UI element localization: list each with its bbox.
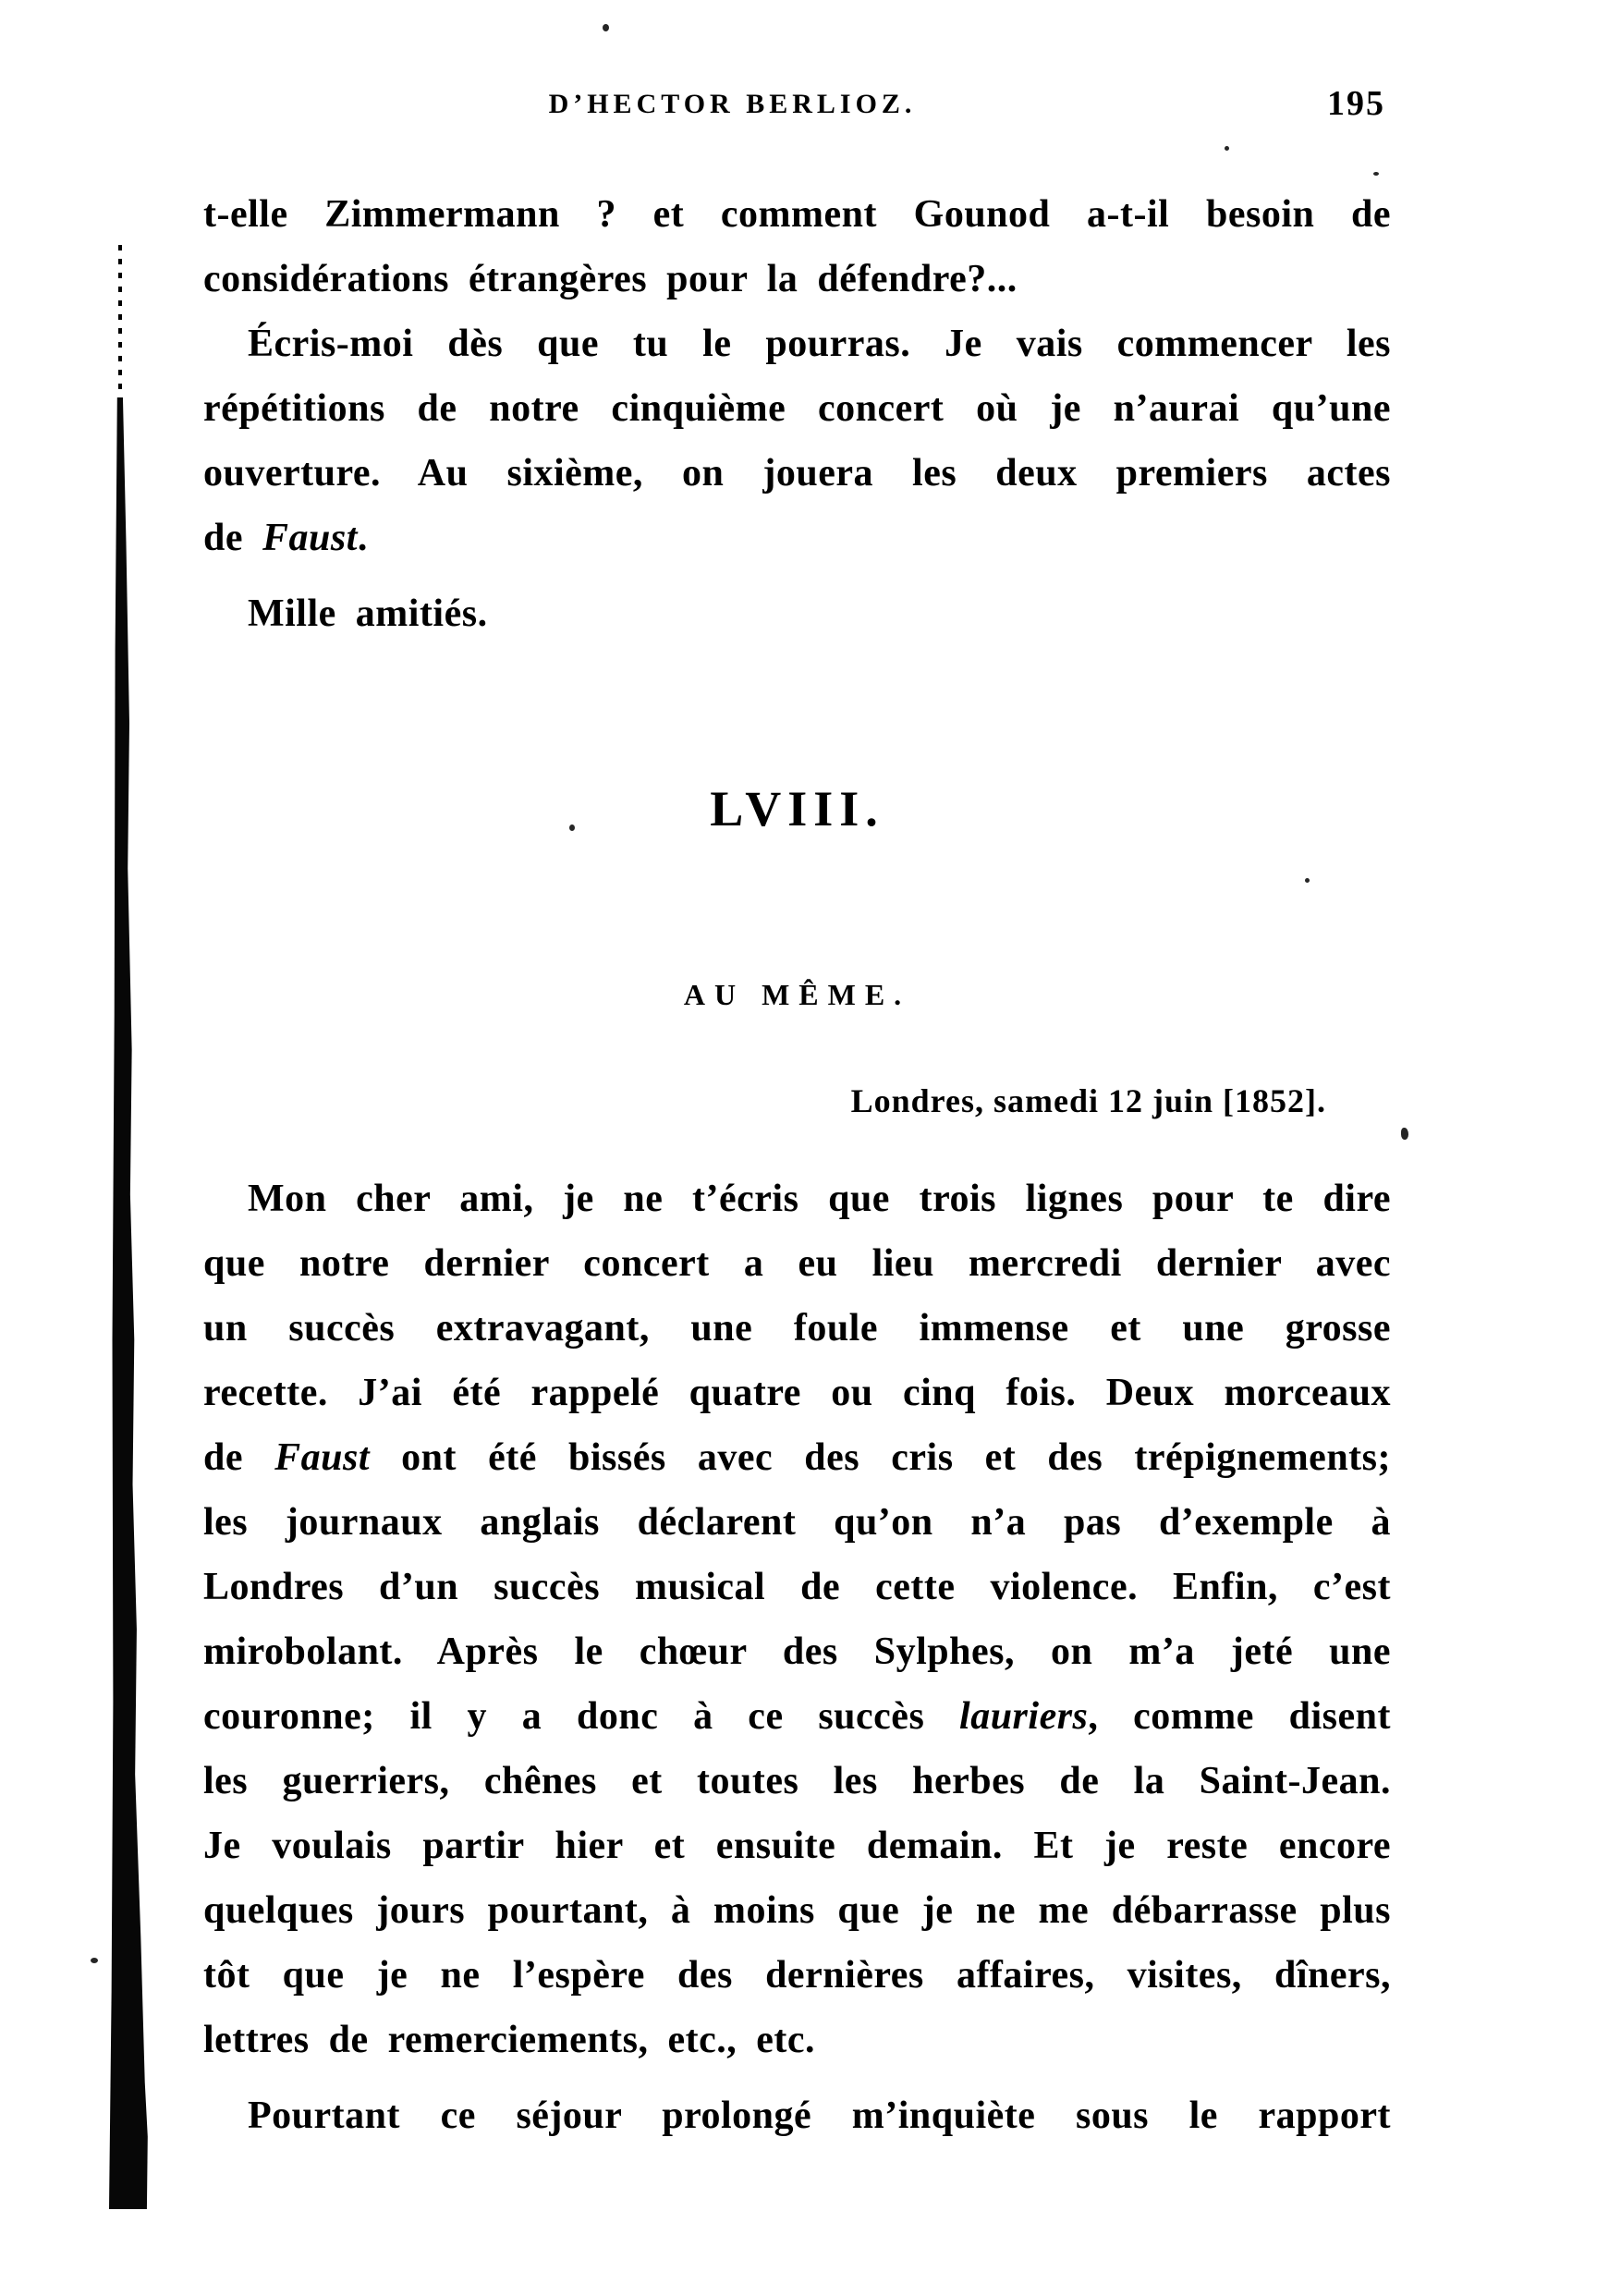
binding-shadow-dotted-edge <box>118 245 122 407</box>
text-column <box>203 0 1391 2148</box>
printed-text-line: considérations étrangères pour la défendre?... <box>203 258 1018 300</box>
printed-text-line: Écris-moi dès que tu le pourras. Je vais commencer les <box>248 323 1391 365</box>
printed-text-line: Je voulais partir hier et ensuite demain. Et je reste encore <box>203 1825 1391 1867</box>
dateline: Londres, samedi 12 juin [1852]. <box>850 1082 1326 1119</box>
running-title: D’HECTOR BERLIOZ. <box>548 89 917 119</box>
printed-text-line: les guerriers, chênes et toutes les herbes de la Saint-Jean. <box>203 1760 1391 1802</box>
printed-text-line: Mon cher ami, je ne t’écris que trois lignes pour te dire <box>248 1178 1391 1220</box>
printed-text-line: ouverture. Au sixième, on jouera les deux premiers actes <box>203 452 1391 495</box>
letter-lviii-body <box>203 1166 1391 2148</box>
printed-text-line: Londres d’un succès musical de cette violence. Enfin, c’est <box>203 1566 1391 1608</box>
printed-text-line: quelques jours pourtant, à moins que je ne me débarrasse plus <box>203 1889 1391 1932</box>
printed-text-line: de Faust. <box>203 517 368 559</box>
printed-text-line: mirobolant. Après le chœur des Sylphes, on m’a jeté une <box>203 1630 1391 1673</box>
addressee-heading: AU MÊME. <box>683 978 911 1011</box>
ink-speck <box>91 1958 98 1963</box>
letter-lvii-ending <box>203 182 1391 646</box>
printed-text-line: lettres de remerciements, etc., etc. <box>203 2019 815 2061</box>
printed-text-line: de Faust ont été bissés avec des cris et des trépignements; <box>203 1436 1391 1479</box>
printed-text-line: les journaux anglais déclarent qu’on n’a pas d’exemple à <box>203 1501 1391 1544</box>
printed-text-line: t-elle Zimmermann ? et comment Gounod a-t-il besoin de <box>203 193 1391 236</box>
printed-text-line: couronne; il y a donc à ce succès lauriers, comme disent <box>203 1695 1391 1738</box>
section-number-heading: LVIII. <box>710 781 884 837</box>
printed-text-line: Mille amitiés. <box>248 592 488 635</box>
binding-shadow <box>109 397 150 2209</box>
printed-text-line: répétitions de notre cinquième concert où je n’aurai qu’une <box>203 387 1391 430</box>
ink-speck <box>1401 1128 1408 1140</box>
printed-text-line: tôt que je ne l’espère des dernières affaires, visites, dîners, <box>203 1954 1391 1997</box>
printed-text-line: recette. J’ai été rappelé quatre ou cinq fois. Deux morceaux <box>203 1372 1391 1414</box>
printed-text-line: que notre dernier concert a eu lieu mercredi dernier avec <box>203 1242 1391 1285</box>
printed-text-line: un succès extravagant, une foule immense et une grosse <box>203 1307 1391 1350</box>
printed-text-line: Pourtant ce séjour prolongé m’inquiète sous le rapport <box>248 2094 1391 2137</box>
page-number: 195 <box>1327 84 1385 123</box>
